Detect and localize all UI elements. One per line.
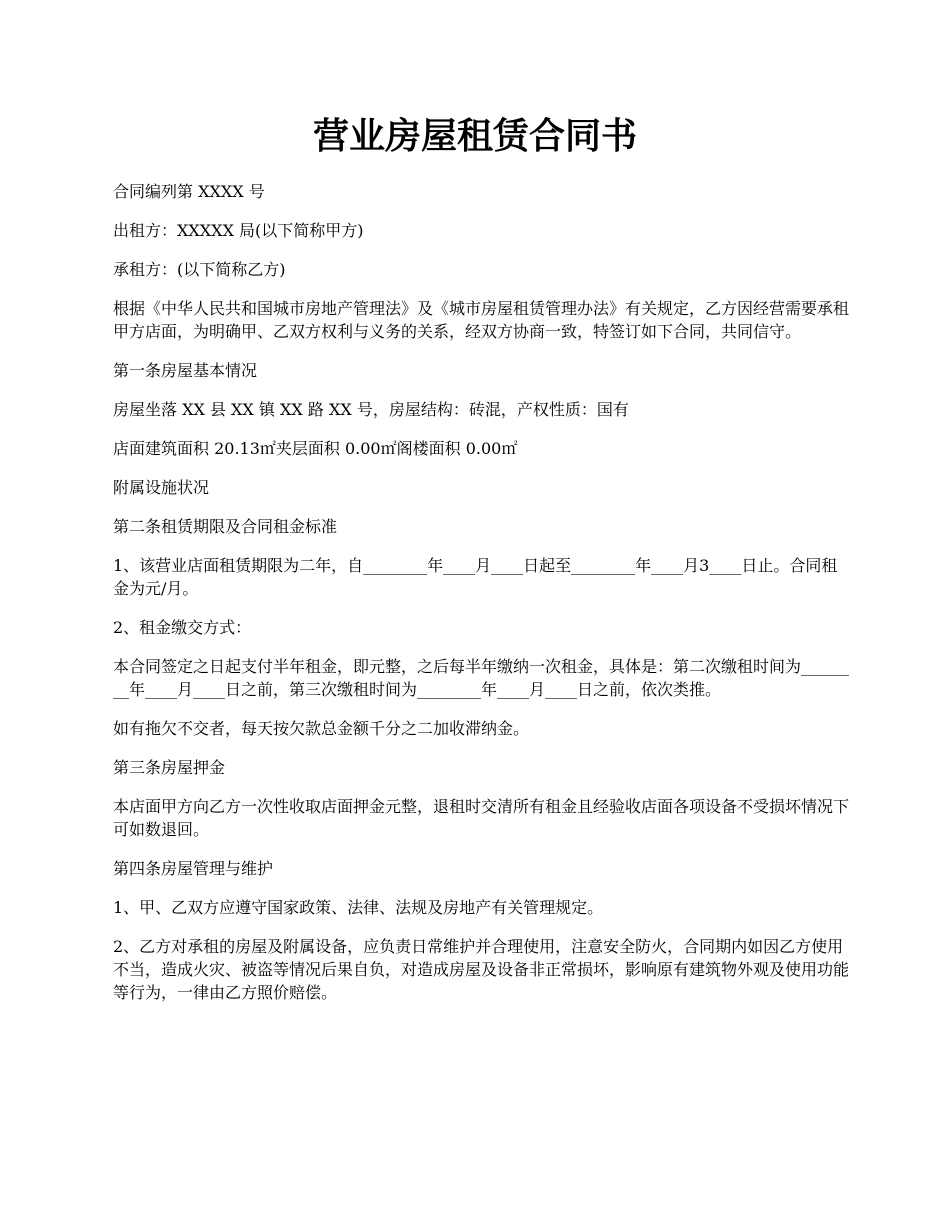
document-title: 营业房屋租赁合同书 (312, 115, 637, 157)
document-body (113, 180, 853, 1020)
property-area: 店面建筑面积 20.13㎡夹层面积 0.00㎡阁楼面积 0.00㎡ (113, 439, 518, 458)
facilities-status: 附属设施状况 (113, 478, 210, 497)
preamble-paragraph: 根据《中华人民共和国城市房地产管理法》及《城市房屋租赁管理办法》有关规定，乙方因经营需要承租甲方店面，为明确甲、乙双方权利与义务的关系，经双方协商一致，特签订如下合同，共同信守。 (113, 299, 850, 341)
maintenance-clause: 2、乙方对承租的房屋及附属设备，应负责日常维护并合理使用，注意安全防火，合同期内如因乙方使用不当，造成火灾、被盗等情况后果自负，对造成房屋及设备非正常损坏，影响原有建筑物外观及使用功能等行为，一律由乙方照价赔偿。 (113, 937, 850, 1002)
article-1-heading: 第一条房屋基本情况 (113, 361, 258, 380)
lessee-line: 承租方：(以下简称乙方) (113, 260, 286, 279)
deposit-clause: 本店面甲方向乙方一次性收取店面押金元整，退租时交清所有租金且经验收店面各项设备不受损坏情况下可如数退回。 (113, 797, 850, 839)
lessor-line: 出租方：XXXXX 局(以下简称甲方) (113, 221, 364, 240)
article-4-heading: 第四条房屋管理与维护 (113, 859, 274, 878)
property-location: 房屋坐落 XX 县 XX 镇 XX 路 XX 号，房屋结构：砖混，产权性质：国有 (113, 400, 629, 419)
contract-number: 合同编列第 XXXX 号 (113, 182, 265, 201)
article-3-heading: 第三条房屋押金 (113, 758, 226, 777)
lease-term-clause: 1、该营业店面租赁期限为二年，自________年____月____日起至________年____月3____日止。合同租金为元/月。 (113, 556, 838, 598)
article-2-heading: 第二条租赁期限及合同租金标准 (113, 517, 338, 536)
compliance-clause: 1、甲、乙双方应遵守国家政策、法律、法规及房地产有关管理规定。 (113, 898, 604, 917)
late-fee-clause: 如有拖欠不交者，每天按欠款总金额千分之二加收滞纳金。 (113, 719, 530, 738)
payment-schedule-clause: 本合同签定之日起支付半年租金，即元整，之后每半年缴纳一次租金，具体是：第二次缴租时间为________年____月____日之前，第三次缴租时间为________年____月____日之前，依次类推。 (113, 657, 850, 699)
payment-method-heading: 2、租金缴交方式： (113, 618, 252, 637)
